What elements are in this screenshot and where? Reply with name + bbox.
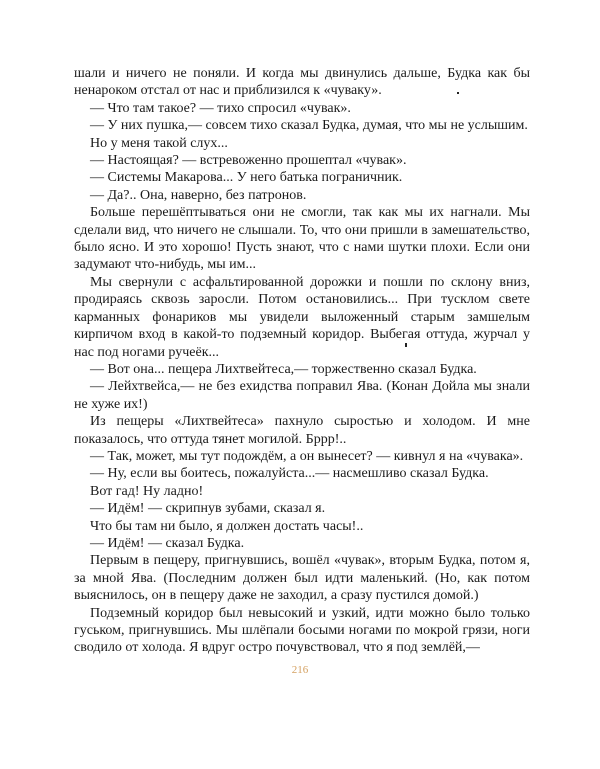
paragraph-20: Подземный коридор был невысокий и узкий, идти можно было только гуськом, пригнувшись. Мы шлёпали босыми ногами по мокрой грязи, ноги сводило от холода. Я вдруг остро почувствовал, что я под землёй,— bbox=[74, 605, 530, 656]
paragraph-16: — Идём! — скрипнув зубами, сказал я. bbox=[90, 501, 326, 517]
paragraph-18: — Идём! — сказал Будка. bbox=[90, 535, 245, 551]
paragraph-12: Из пещеры «Лихтвейтеса» пахнуло сыростью и холодом. И мне показалось, что оттуда тянет могилой. Бррр!.. bbox=[74, 414, 530, 447]
paragraph-5: — Настоящая? — встревоженно прошептал «чувак». bbox=[90, 153, 407, 169]
page-number: 216 bbox=[291, 664, 309, 676]
paragraph-17: Что бы там ни было, я должен достать часы!.. bbox=[90, 518, 364, 534]
paragraph-10: — Вот она... пещера Лихтвейтеса,— торжественно сказал Будка. bbox=[90, 361, 477, 377]
paragraph-8: Больше перешёптываться они не смогли, так как мы их нагнали. Мы сделали вид, что ничего не слышали. То, что они пришли в замешательство, было ясно. И это хорошо! Пусть знают, что с нами шутки плохи. Если они задумают что-нибудь, мы им... bbox=[74, 205, 530, 273]
paragraph-1: шали и ничего не поняли. И когда мы двинулись дальше, Будка как бы ненароком отстал от нас и приблизился к «чуваку». bbox=[74, 66, 530, 99]
paragraph-7: — Да?.. Она, наверно, без патронов. bbox=[90, 187, 307, 203]
paragraph-3: — У них пушка,— совсем тихо сказал Будка, думая, что мы не услышим. bbox=[90, 118, 528, 134]
paragraph-9: Мы свернули с асфальтированной дорожки и пошли по склону вниз, продираясь сквозь заросли. Потом остановились... При тусклом свете карманных фонариков мы увидели выложенный старым замшелым кирпичом вход в какой-то подземный коридор. Выбегая оттуда, журчал у нас под ногами ручеёк... bbox=[74, 274, 530, 360]
paragraph-2: — Что там такое? — тихо спросил «чувак». bbox=[90, 100, 351, 116]
paragraph-19: Первым в пещеру, пригнувшись, вошёл «чувак», вторым Будка, потом я, за мной Ява. (Последним должен был идти маленький. (Но, как потом выяснилось, он в пещеру даже не заходил, а сразу пустился домой.) bbox=[74, 553, 530, 604]
paragraph-11: — Лейхтвейса,— не без ехидства поправил Ява. (Конан Дойла мы знали не хуже их!) bbox=[74, 379, 530, 412]
page-text bbox=[74, 65, 530, 657]
paragraph-14: — Ну, если вы боитесь, пожалуйста...— насмешливо сказал Будка. bbox=[90, 466, 489, 482]
paragraph-15: Вот гад! Ну ладно! bbox=[90, 483, 204, 499]
scan-speck bbox=[457, 92, 459, 94]
scan-speck bbox=[405, 343, 407, 347]
paragraph-6: — Системы Макарова... У него батька пограничник. bbox=[90, 170, 403, 186]
paragraph-13: — Так, может, мы тут подождём, а он вынесет? — кивнул я на «чувака». bbox=[90, 448, 524, 464]
paragraph-4: Но у меня такой слух... bbox=[90, 135, 228, 151]
